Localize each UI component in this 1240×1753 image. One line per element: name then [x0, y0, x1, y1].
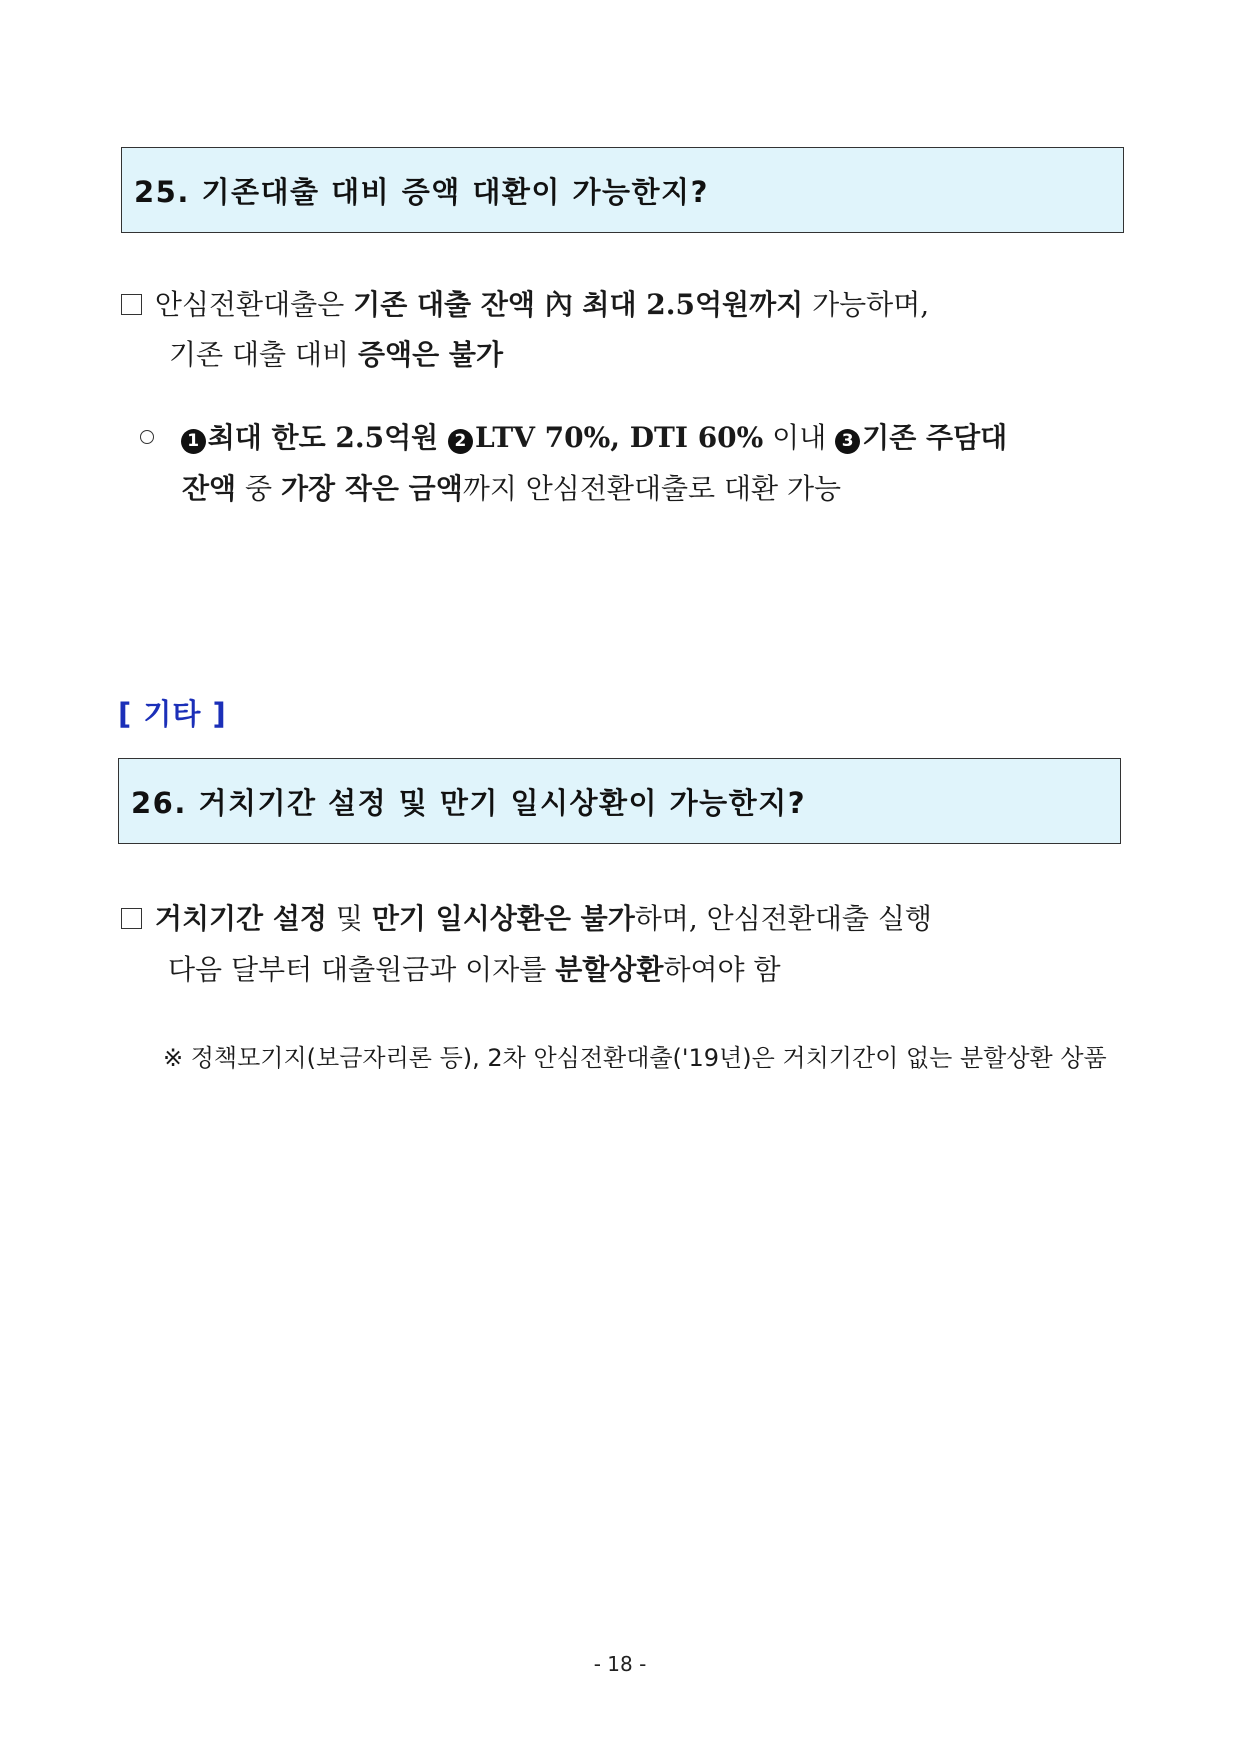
- q25-sub-line-1: [140, 421, 1008, 454]
- checkbox-square-icon: [121, 908, 142, 929]
- bold-text: LTV 70%, DTI 60%: [474, 421, 764, 454]
- q25-answer-line-2: [169, 338, 503, 371]
- text: 기존 대출 대비: [169, 338, 358, 371]
- bold-text: 분할상환: [555, 953, 664, 986]
- number-2-badge: 2: [448, 429, 473, 454]
- bold-text: 만기 일시상환은 불가: [371, 902, 635, 935]
- bold-text: 가장 작은 금액: [280, 472, 463, 505]
- q25-sub-line-2: [182, 472, 842, 505]
- bold-text: 거치기간 설정: [154, 902, 327, 935]
- text: 하며, 안심전환대출 실행: [634, 902, 932, 935]
- bold-text: 최대 한도 2.5억원: [207, 421, 448, 454]
- text: 안심전환대출은: [154, 288, 354, 321]
- hollow-circle-bullet-icon: [140, 430, 154, 444]
- bold-text: 기존 대출 잔액 內 최대 2.5억원까지: [353, 288, 804, 321]
- q25-answer-line-1: [121, 288, 930, 321]
- question-25-title: 25. 기존대출 대비 증액 대환이 가능한지?: [134, 174, 709, 209]
- text: 가능하며,: [803, 288, 930, 321]
- bold-text: 기존 주담대: [862, 421, 1008, 454]
- checkbox-square-icon: [121, 294, 142, 315]
- q26-answer-line-2: [168, 953, 781, 986]
- section-heading: [ 기타 ]: [118, 697, 227, 731]
- text: 하여야 함: [663, 953, 781, 986]
- bold-text: 증액은 불가: [358, 338, 503, 371]
- text: 이내: [763, 421, 836, 454]
- text: 및: [326, 902, 372, 935]
- q26-answer-line-1: [121, 902, 932, 935]
- text: 다음 달부터 대출원금과 이자를: [168, 953, 556, 986]
- question-26-title: 26. 거치기간 설정 및 만기 일시상환이 가능한지?: [131, 785, 807, 820]
- footnote: ※ 정책모기지(보금자리론 등), 2차 안심전환대출('19년)은 거치기간이 없는 분할상환 상품: [163, 1044, 1107, 1072]
- text: 중: [236, 472, 281, 505]
- text: 까지 안심전환대출로 대환 가능: [462, 472, 842, 505]
- number-3-badge: 3: [835, 429, 860, 454]
- page-number: - 18 -: [593, 1652, 647, 1676]
- bold-text: 잔액: [182, 472, 237, 505]
- question-25-title-box: [121, 147, 1124, 233]
- number-1-badge: 1: [181, 429, 206, 454]
- question-26-title-box: [118, 758, 1121, 844]
